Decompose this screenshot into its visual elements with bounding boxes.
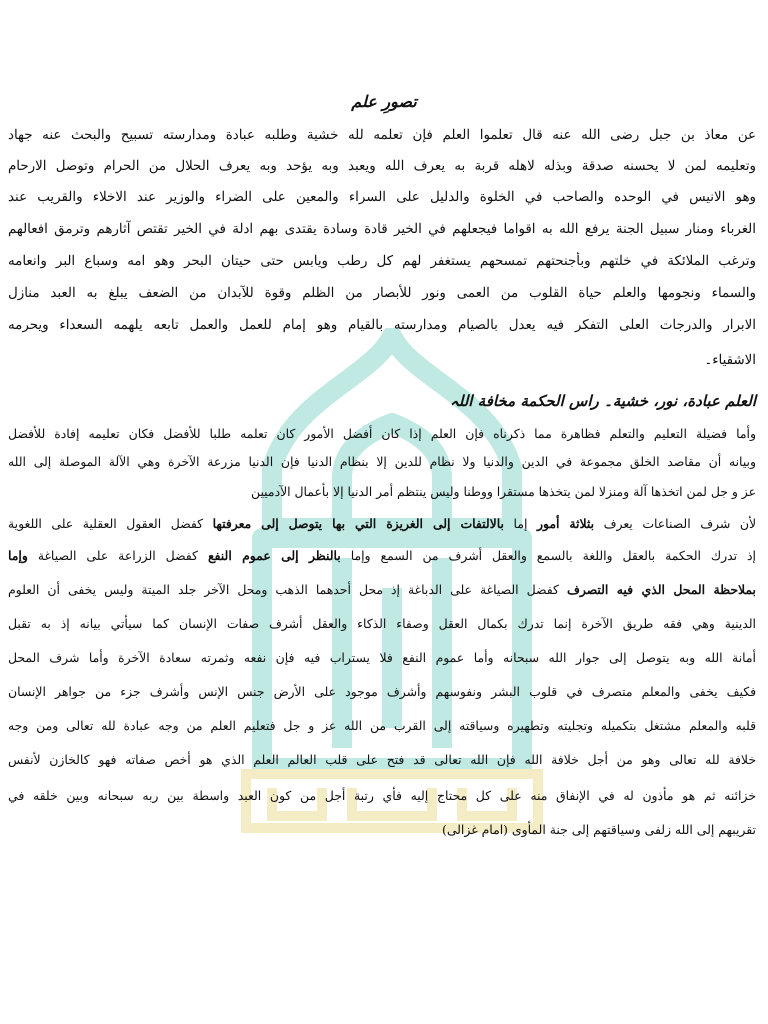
- text-run: إذ تدرك الحكمة بالعقل واللغة بالسمع والعقل أشرف من السمع وإما: [340, 548, 756, 563]
- paragraph-line: خزائنه ثم هو مأذون له في الإنفاق منه على كل محتاج إليه فأي رتبة أجل من كون العبد واسطة بين ربه سبحانه وبين خلقه في: [8, 788, 756, 803]
- bold-text-run: بثلاثة أمور: [536, 516, 595, 531]
- bold-text-run: بالنظر إلى عموم النفع: [207, 548, 341, 563]
- paragraph-line: تقريبهم إلى الله زلفى وسياقتهم إلى جنة المأوى (امام غزالی): [442, 822, 756, 837]
- paragraph-line: وتعليمه لمن لا يحسنه صدقة وبذله لاهله قربة به يعرف الله ويعبد وبه يؤحد وبه يعرف الحلال من الحرام وتوصل الارحام: [8, 159, 756, 174]
- bold-text-run: بملاحظة المحل الذي فيه التصرف: [566, 582, 756, 597]
- paragraph-line: فكيف يخفى والمعلم متصرف في قلوب البشر ونفوسهم وأشرف موجود على الأرض جنس الإنس وأشرف جزء من جواهر الإنسان: [8, 684, 756, 699]
- paragraph-line: الغرباء ومنار سبيل الجنة يرفع الله به اقواما فيجعلهم في الخير قادة وسادة يقتدى بهم ادلة في الخير تقتص آثارهم وترمق افعالهم: [8, 222, 756, 237]
- text-run: إما: [503, 516, 537, 531]
- paragraph-line: الابرار والدرجات العلى التفكر فيه يعدل بالصيام ومدارسته بالقيام وهو إمام للعمل والعمل تابعه يلهمه السعداء ويحرمه: [8, 318, 756, 333]
- paragraph-line: خلافة لله تعالى وهو من أجل خلافة الله فإن الله تعالى قد فتح على قلب العالم العلم الذي هو أخص صفاته فهو كالخازن لأنفس: [8, 752, 756, 767]
- paragraph-line: الاشقياء۔: [704, 353, 756, 368]
- paragraph-line: [8, 514, 756, 534]
- bold-text-run: بالالتفات إلى الغريزة التي بها يتوصل إلى معرفتها: [212, 516, 504, 531]
- bold-text-run: وإما: [8, 548, 28, 563]
- paragraph-line: وأما فضيلة التعليم والتعلم فظاهرة مما ذكرناه فإن العلم إذا كان أفضل الأمور كان تعلمه طلبا للأفضل فكان تعليمه إفادة للأفضل: [8, 426, 756, 441]
- paragraph-line: وهو الانيس في الوحده والصاحب في الخلوة والدليل على السراء والمعين على الضراء والوزير عند الاخلاء والقريب عند: [8, 190, 756, 205]
- text-run: لأن شرف الصناعات يعرف: [594, 516, 756, 531]
- paragraph-line: وبيانه أن مقاصد الخلق مجموعة في الدين والدنيا ولا نظام للدين إلا بنظام الدنيا فإن الدنيا مزرعة الآخرة وهي الآلة الموصلة إلى الله: [8, 454, 756, 469]
- paragraph-line: [8, 580, 756, 600]
- paragraph-line: والسماء ونجومها والعلم حياة القلوب من العمى ونور للأبصار من الظلم وقوة للآبدان من الضعف يبلغ به العبد منازل: [8, 286, 756, 301]
- paragraph-line: [8, 546, 756, 566]
- paragraph-line: أمانة الله وبه يتوصل إلى جوار الله سبحانه وأما عموم النفع فلا يستراب فيه فإن نفعه وثمرته سعادة الآخرة وأما شرف المحل: [8, 650, 756, 665]
- text-run: كفضل العقول العقلية على اللغوية: [8, 516, 213, 531]
- paragraph-line: قلبه والمعلم مشتغل بتكميله وتجليته وتطهيره وسياقته إلى القرب من الله عز و جل فتعليم العلم من وجه عبادة لله تعالى ومن وجه: [8, 718, 756, 733]
- paragraph-line: عز و جل لمن اتخذها آلة ومنزلا لمن يتخذها مستقرا ووطنا وليس ينتظم أمر الدنيا إلا بأعمال الآدميين: [251, 484, 756, 499]
- text-run: كفضل الزراعة على الصياغة: [27, 548, 208, 563]
- section-subheading: العلم عبادة، نور، خشیة۔ راس الحکمة مخافة اللہ: [449, 392, 756, 410]
- paragraph-line: وترغب الملائكة في خلتهم وبأجنحتهم تمسحهم يستغفر لهم كل رطب ويابس حتى حيتان البحر وهو امه وسباع البر وانعامه: [8, 254, 756, 269]
- page-title: تصورِ علم: [351, 92, 417, 111]
- paragraph-line: عن معاذ بن جبل رضى الله عنه قال تعلموا العلم فإن تعلمه لله خشية وطلبه عبادة ومدارسته تسبيح والبحث عنه جهاد: [8, 128, 756, 143]
- paragraph-line: الدينية وهي فقه طريق الآخرة إنما تدرك بكمال العقل وصفاء الذكاء والعقل أشرف صفات الإنسان كما سيأتي بيانه إذ به تقبل: [8, 616, 756, 631]
- text-run: كفضل الصياغة على الدباغة إذ محل أحدهما الذهب ومحل الآخر جلد الميتة وليس يخفى أن العلوم: [8, 582, 567, 597]
